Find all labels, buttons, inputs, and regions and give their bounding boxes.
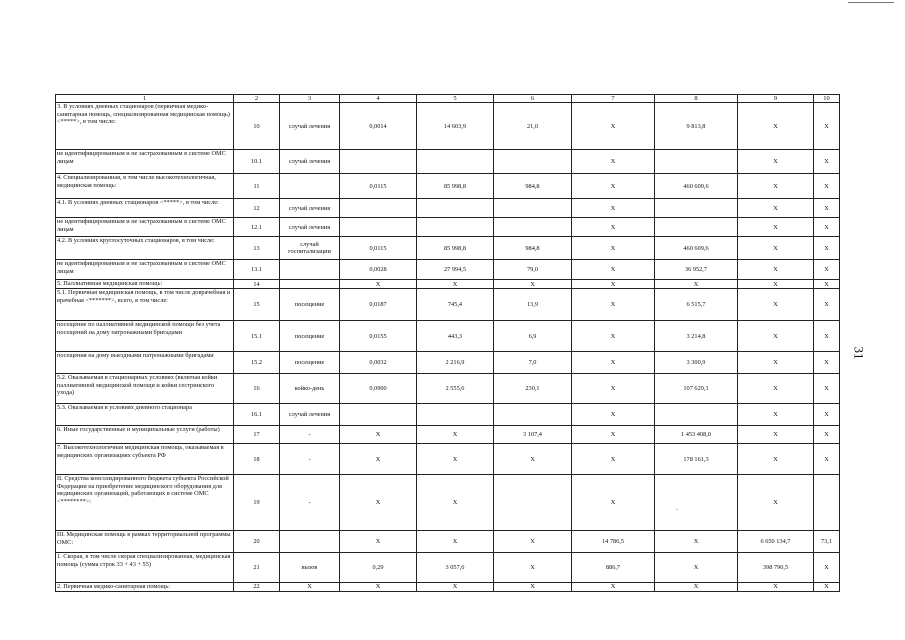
table-cell: 36 952,7 <box>655 260 738 280</box>
table-cell: Х <box>814 321 840 352</box>
table-cell: 984,8 <box>494 237 572 260</box>
table-cell: 460 609,6 <box>655 237 738 260</box>
table-cell: Х <box>340 426 417 444</box>
data-table <box>55 94 840 592</box>
table-cell: случай лечения <box>280 150 340 174</box>
table-cell: случай лечения <box>280 218 340 237</box>
table-cell: 6 650 134,7 <box>738 531 814 553</box>
table-cell: 2 555,6 <box>417 374 494 404</box>
table-cell: 443,3 <box>417 321 494 352</box>
table-cell: Х <box>417 583 494 591</box>
table-cell: Х <box>814 289 840 321</box>
table-cell: Х <box>572 103 655 150</box>
row-name-cell: посещения на дому выездными патронажными бригадами <box>56 352 234 374</box>
table-cell <box>494 199 572 218</box>
table-cell: Х <box>340 280 417 289</box>
table-cell: 10 <box>234 103 280 150</box>
table-cell <box>340 150 417 174</box>
table-cell: 11 <box>234 174 280 199</box>
table-row <box>56 475 840 531</box>
table-cell: 3 057,6 <box>417 553 494 583</box>
table-row <box>56 583 840 591</box>
table-cell: Х <box>738 103 814 150</box>
table-cell: 3 300,9 <box>655 352 738 374</box>
table-cell: случай лечения <box>280 103 340 150</box>
table-cell: Х <box>572 583 655 591</box>
corner-rule <box>848 2 894 3</box>
row-name-cell: II. Средства консолидированного бюджета субъекта Российской Федерации на приобретение медицинского оборудования для медицинских организаций, работающих в системе ОМС <********>: <box>56 475 234 531</box>
table-cell <box>417 199 494 218</box>
table-cell: Х <box>572 150 655 174</box>
row-name-cell: 7. Высокотехнологичная медицинская помощь, оказываемая в медицинских организациях субъекта РФ <box>56 444 234 475</box>
row-name-cell: 6. Иные государственные и муниципальные услуги (работы) <box>56 426 234 444</box>
row-name-cell: 4. Специализированная, в том числе высокотехнологичная, медицинская помощь: <box>56 174 234 199</box>
table-cell: Х <box>814 280 840 289</box>
table-cell: Х <box>738 289 814 321</box>
table-cell: 16 <box>234 374 280 404</box>
table-cell: 9 813,8 <box>655 103 738 150</box>
table-row <box>56 404 840 426</box>
table-cell: случай госпитализации <box>280 237 340 260</box>
table-cell: 3 107,4 <box>494 426 572 444</box>
table-cell: Х <box>814 260 840 280</box>
row-name-cell: 3. В условиях дневных стационаров (первичная медико-санитарная помощь, специализированная медицинская помощь) <*****>, в том числе: <box>56 103 234 150</box>
table-cell: Х <box>572 174 655 199</box>
table-cell: Х <box>572 352 655 374</box>
table-cell <box>280 280 340 289</box>
table-cell: 14 786,5 <box>572 531 655 553</box>
table-cell: Х <box>814 352 840 374</box>
table-row <box>56 237 840 260</box>
row-name-cell: не идентифицированным и не застрахованным в системе ОМС лицам <box>56 218 234 237</box>
table-cell: Х <box>738 280 814 289</box>
table-cell: 85 998,8 <box>417 237 494 260</box>
table-cell: случай лечения <box>280 199 340 218</box>
table-cell: 0,0115 <box>340 237 417 260</box>
table-cell: Х <box>814 374 840 404</box>
table-cell: 230,1 <box>494 374 572 404</box>
table-cell: Х <box>572 289 655 321</box>
table-cell: 0,0187 <box>340 289 417 321</box>
table-cell: Х <box>738 260 814 280</box>
table-cell: 3 214,8 <box>655 321 738 352</box>
table-cell: 178 161,3 <box>655 444 738 475</box>
table-cell: Х <box>340 475 417 531</box>
page-number: 31 <box>851 346 867 360</box>
table-cell: посещение <box>280 321 340 352</box>
table-cell: - <box>280 426 340 444</box>
table-cell: Х <box>572 199 655 218</box>
table-cell: случай лечения <box>280 404 340 426</box>
row-name-cell: 5.3. Оказываемая в условиях дневного стационара <box>56 404 234 426</box>
table-cell: Х <box>655 583 738 591</box>
table-row <box>56 553 840 583</box>
table-cell: Х <box>417 475 494 531</box>
table-cell <box>655 199 738 218</box>
table-row <box>56 260 840 280</box>
table-cell: Х <box>814 103 840 150</box>
table-cell: 15 <box>234 289 280 321</box>
table-cell: Х <box>655 531 738 553</box>
table-cell: 73,1 <box>814 531 840 553</box>
table-cell: 16.1 <box>234 404 280 426</box>
header-cell: 3 <box>280 95 340 103</box>
table-cell: 17 <box>234 426 280 444</box>
table-cell <box>494 404 572 426</box>
table-cell: Х <box>738 174 814 199</box>
table-cell: 12.1 <box>234 218 280 237</box>
table-cell: 12 <box>234 199 280 218</box>
table-cell: Х <box>572 475 655 531</box>
table-cell: 18 <box>234 444 280 475</box>
header-cell: 4 <box>340 95 417 103</box>
table-cell: Х <box>494 553 572 583</box>
table-cell: 13 <box>234 237 280 260</box>
table-row <box>56 352 840 374</box>
table-cell: 10.1 <box>234 150 280 174</box>
table-cell: посещение <box>280 352 340 374</box>
table-cell <box>814 475 840 531</box>
table-cell: Х <box>814 237 840 260</box>
table-cell: Х <box>738 583 814 591</box>
table-cell <box>417 150 494 174</box>
table-cell: 1 453 408,0 <box>655 426 738 444</box>
table-cell <box>340 218 417 237</box>
table-cell: 0,0028 <box>340 260 417 280</box>
table-cell: Х <box>494 444 572 475</box>
row-name-cell: 4.2. В условиях круглосуточных стационаров, в том числе: <box>56 237 234 260</box>
table-cell: Х <box>572 218 655 237</box>
table-cell: 2 216,9 <box>417 352 494 374</box>
table-cell: Х <box>572 237 655 260</box>
row-name-cell: 5. Паллиативная медицинская помощь: <box>56 280 234 289</box>
table-cell <box>655 475 738 531</box>
table-cell: вызов <box>280 553 340 583</box>
table-cell: Х <box>814 583 840 591</box>
table-row <box>56 531 840 553</box>
table-cell: Х <box>814 404 840 426</box>
table-cell: Х <box>417 426 494 444</box>
table-cell: 0,0115 <box>340 174 417 199</box>
table-row <box>56 218 840 237</box>
table-cell: Х <box>814 199 840 218</box>
header-cell: 10 <box>814 95 840 103</box>
table-cell: посещение <box>280 289 340 321</box>
table-cell: 15.2 <box>234 352 280 374</box>
table-cell <box>655 404 738 426</box>
table-cell: 6,9 <box>494 321 572 352</box>
table-cell <box>655 150 738 174</box>
table-cell: 0,0014 <box>340 103 417 150</box>
table-cell: Х <box>340 531 417 553</box>
table-cell: Х <box>417 444 494 475</box>
table-cell <box>280 531 340 553</box>
table-cell: Х <box>814 218 840 237</box>
table-cell: 107 629,1 <box>655 374 738 404</box>
row-name-cell: 2. Первичная медико-санитарная помощь: <box>56 583 234 591</box>
table-cell: Х <box>572 444 655 475</box>
table-cell: 0,29 <box>340 553 417 583</box>
table-row <box>56 174 840 199</box>
table-cell <box>280 260 340 280</box>
table-cell <box>340 199 417 218</box>
table-cell: 13.1 <box>234 260 280 280</box>
table-cell: Х <box>738 426 814 444</box>
table-cell: Х <box>572 280 655 289</box>
table-cell: Х <box>494 531 572 553</box>
table-cell <box>655 218 738 237</box>
table-row <box>56 280 840 289</box>
row-name-cell: 4.1. В условиях дневных стационаров <*****>, в том числе: <box>56 199 234 218</box>
header-cell: 2 <box>234 95 280 103</box>
header-cell: 6 <box>494 95 572 103</box>
row-name-cell: посещение по паллиативной медицинской помощи без учета посещений на дому патронажными бригадами <box>56 321 234 352</box>
header-cell: 9 <box>738 95 814 103</box>
table-cell: 27 994,5 <box>417 260 494 280</box>
table-cell: Х <box>738 444 814 475</box>
table-cell: Х <box>494 280 572 289</box>
header-row <box>56 95 840 103</box>
table-cell: - <box>280 444 340 475</box>
table-cell: Х <box>417 280 494 289</box>
table-cell: Х <box>738 404 814 426</box>
table-cell: 79,0 <box>494 260 572 280</box>
row-name-cell: III. Медицинская помощь в рамках территориальной программы ОМС: <box>56 531 234 553</box>
table-cell: Х <box>572 404 655 426</box>
table-row <box>56 444 840 475</box>
table-cell: Х <box>738 150 814 174</box>
row-name-cell: 1. Скорая, в том числе скорая специализированная, медицинская помощь (сумма строк 33 + 43 + 55) <box>56 553 234 583</box>
table-cell: Х <box>814 426 840 444</box>
table-cell: Х <box>340 583 417 591</box>
table-cell: 984,8 <box>494 174 572 199</box>
table-cell: 0,0032 <box>340 352 417 374</box>
header-cell: 7 <box>572 95 655 103</box>
table-cell: Х <box>572 426 655 444</box>
table-cell: Х <box>572 374 655 404</box>
table-cell: Х <box>655 553 738 583</box>
table-cell: 0,0900 <box>340 374 417 404</box>
table-cell: 85 998,8 <box>417 174 494 199</box>
table-cell <box>340 404 417 426</box>
table-cell: Х <box>572 321 655 352</box>
header-cell: 8 <box>655 95 738 103</box>
table-cell: Х <box>814 150 840 174</box>
table-cell: Х <box>738 321 814 352</box>
table-cell: 6 515,7 <box>655 289 738 321</box>
table-cell: Х <box>494 583 572 591</box>
header-cell: 5 <box>417 95 494 103</box>
table-cell: 886,7 <box>572 553 655 583</box>
table-cell: Х <box>280 583 340 591</box>
table-cell: 460 609,6 <box>655 174 738 199</box>
table-cell: 20 <box>234 531 280 553</box>
table-cell: 19 <box>234 475 280 531</box>
table-cell: Х <box>572 260 655 280</box>
row-name-cell: не идентифицированным и не застрахованным в системе ОМС лицам <box>56 150 234 174</box>
table-row <box>56 374 840 404</box>
table-row <box>56 289 840 321</box>
table-cell: Х <box>814 553 840 583</box>
table-cell <box>280 174 340 199</box>
table-cell: койко-день <box>280 374 340 404</box>
table-cell: Х <box>738 352 814 374</box>
table-cell: Х <box>814 174 840 199</box>
table-cell: Х <box>738 199 814 218</box>
table-body <box>56 103 840 591</box>
row-name-cell: 5.1. Первичная медицинская помощь, в том числе доврачебная и врачебная <*******>, всего, в том числе: <box>56 289 234 321</box>
table-cell: 15.1 <box>234 321 280 352</box>
table-row <box>56 199 840 218</box>
table-cell: 21,0 <box>494 103 572 150</box>
table-cell <box>494 475 572 531</box>
table-row <box>56 103 840 150</box>
table-cell: 0,0155 <box>340 321 417 352</box>
table-cell: 14 <box>234 280 280 289</box>
table-cell <box>417 404 494 426</box>
table-cell: Х <box>417 531 494 553</box>
table-cell: Х <box>738 237 814 260</box>
scan-speck: - <box>676 507 678 513</box>
table-cell: 13,9 <box>494 289 572 321</box>
row-name-cell: не идентифицированным и не застрахованным в системе ОМС лицам <box>56 260 234 280</box>
table-cell: Х <box>738 475 814 531</box>
table-row <box>56 321 840 352</box>
table-cell: 398 790,5 <box>738 553 814 583</box>
table-cell: Х <box>655 280 738 289</box>
table-cell: Х <box>738 218 814 237</box>
table-row <box>56 150 840 174</box>
table-cell: 21 <box>234 553 280 583</box>
table-cell: 7,0 <box>494 352 572 374</box>
table-cell <box>494 218 572 237</box>
table-cell: 14 603,9 <box>417 103 494 150</box>
table-row <box>56 426 840 444</box>
table-cell <box>494 150 572 174</box>
table-cell: 22 <box>234 583 280 591</box>
table-cell: Х <box>738 374 814 404</box>
table-cell: 745,4 <box>417 289 494 321</box>
table-cell: Х <box>814 444 840 475</box>
table-cell <box>417 218 494 237</box>
header-cell: 1 <box>56 95 234 103</box>
table-cell: - <box>280 475 340 531</box>
table-cell: Х <box>340 444 417 475</box>
row-name-cell: 5.2. Оказываемая в стационарных условиях (включая койки паллиативной медицинской помощи и койки сестринского ухода) <box>56 374 234 404</box>
